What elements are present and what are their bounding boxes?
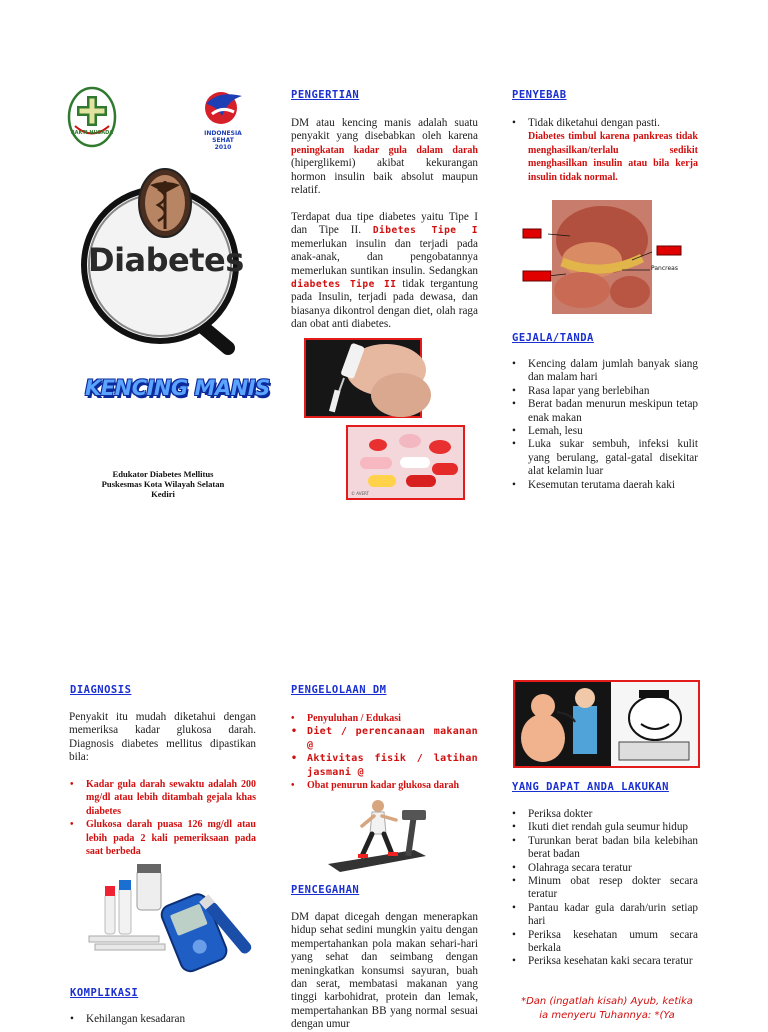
list-item: • Obat penurun kadar glukosa darah [289, 779, 478, 792]
bakti-husada-text: BAKTI HUSADA [70, 130, 114, 136]
list-item: • Glukosa darah puasa 126 mg/dl atau lebih pada 2 kali pemeriksaan pada saat berbeda [68, 818, 256, 858]
list-item: • Luka sukar sembuh, infeksi kulit yang berulang, gatal-gatal disekitar alat kelamin luar [510, 438, 698, 478]
pencegahan-heading: PENCEGAHAN [291, 884, 360, 896]
pengelolaan-heading: PENGELOLAAN DM [291, 684, 387, 696]
list-item: • Penyuluhan / Edukasi [289, 712, 478, 725]
bakti-husada-logo [67, 86, 117, 148]
pills-credit: © AVERT [351, 491, 369, 496]
pancreas-label: Pancreas [651, 265, 678, 272]
penyebab-heading: PENYEBAB [512, 89, 567, 101]
indonesia-sehat-text: INDONESIA SEHAT 2010 [204, 130, 242, 151]
list-item: • Berat badan menurun meskipun tetap enak makan [510, 398, 698, 425]
list-item: • Periksa kesehatan kaki secara teratur [510, 955, 698, 968]
treadmill-image [322, 798, 432, 876]
list-item: • Turunkan berat badan bila kelebihan berat badan [510, 835, 698, 862]
list-item: • Periksa kesehatan umum secara berkala [510, 929, 698, 956]
list-item: • Kesemutan terutama daerah kaki [510, 479, 698, 492]
lakukan-list [510, 808, 698, 969]
kencing-manis-wordart: KENCING MANIS [85, 376, 270, 400]
pengertian-paragraph-1: DM atau kencing manis adalah suatu penyakit yang disebabkan oleh karena peningkatan kadar gula dalam darah (hiperglikemi) akibat kekurangan hormon insulin baik absolut maupun relatif. [291, 117, 478, 197]
edukator-credit: Edukator Diabetes Mellitus Puskesmas Kota Wilayah Selatan Kediri [101, 469, 225, 499]
pengertian-paragraph-2: Terdapat dua tipe diabetes yaitu Tipe I dan Tipe II. Dibetes Tipe I memerlukan insulin dan terjadi pada anak-anak, dan pengobatannya memerlukan suntikan insulin. Sedangkan diabetes Tipe II tidak tergantung pada Insulin, terjadi pada dewasa, dan biasanya dikontrol dengan diet, olah raga dan obat anti diabetes. [291, 211, 478, 331]
pengertian-heading: PENGERTIAN [291, 89, 360, 101]
gejala-heading: GEJALA/TANDA [512, 332, 594, 344]
pancreas-anatomy-image [522, 200, 684, 314]
indonesia-sehat-logo [198, 86, 248, 158]
list-item: • Minum obat resep dokter secara teratur [510, 875, 698, 902]
pencegahan-paragraph: DM dapat dicegah dengan menerapkan hidup sehat sedini mungkin yaitu dengan mempertahankan pola makan sehari-hari yang sehat dan seimbang dengan meningkatkan konsumsi sayuran, buah dan serat, membatasi makanan yang tinggi karbohidrat, protein dan lemak, mempertahankan BB yang normal sesuai dengan umur [291, 911, 478, 1031]
diagnosis-heading: DIAGNOSIS [70, 684, 132, 696]
insulin-injection-image [304, 338, 422, 418]
list-item: • Kencing dalam jumlah banyak siang dan malam hari [510, 358, 698, 385]
pills-image [346, 425, 465, 500]
komplikasi-heading: KOMPLIKASI [70, 987, 139, 999]
diagnosis-criteria-list [68, 778, 256, 858]
penyebab-list [510, 117, 698, 184]
diagnosis-paragraph: Penyakit itu mudah diketahui dengan memeriksa kadar glukosa darah. Diagnosis diabetes mellitus dipastikan bila: [69, 711, 256, 764]
gejala-list [510, 358, 698, 492]
doctor-cartoon-image [513, 680, 700, 768]
komplikasi-list [68, 1013, 256, 1026]
list-item: • Aktivitas fisik / latihan jasmani @ [289, 752, 478, 779]
list-item: • Kadar gula darah sewaktu adalah 200 mg/dl atau lebih ditambah gejala khas diabetes [68, 778, 256, 818]
list-item: • Olahraga secara teratur [510, 862, 698, 875]
pengelolaan-list [289, 712, 478, 792]
list-item: • Diet / perencanaan makanan @ [289, 725, 478, 752]
lakukan-heading: YANG DAPAT ANDA LAKUKAN [512, 781, 669, 793]
list-item: • Lemah, lesu [510, 425, 698, 438]
list-item: • Ikuti diet rendah gula seumur hidup [510, 821, 698, 834]
list-item: • Tidak diketahui dengan pasti. Diabetes timbul karena pankreas tidak menghasilkan/terlalu sedikit menghasilkan insulin atau bila kerja insulin tidak normal. [510, 117, 698, 184]
cover-word: Diabetes [88, 241, 244, 279]
list-item: • Kehilangan kesadaran [68, 1013, 256, 1026]
glucose-meter-image [87, 864, 249, 964]
list-item: • Periksa dokter [510, 808, 698, 821]
list-item: • Rasa lapar yang berlebihan [510, 385, 698, 398]
list-item: • Pantau kadar gula darah/urin setiap hari [510, 902, 698, 929]
diabetes-cover-image [68, 183, 263, 348]
closing-quote: *Dan (ingatlah kisah) Ayub, ketika ia menyeru Tuhannya: *(Ya [521, 996, 693, 1021]
